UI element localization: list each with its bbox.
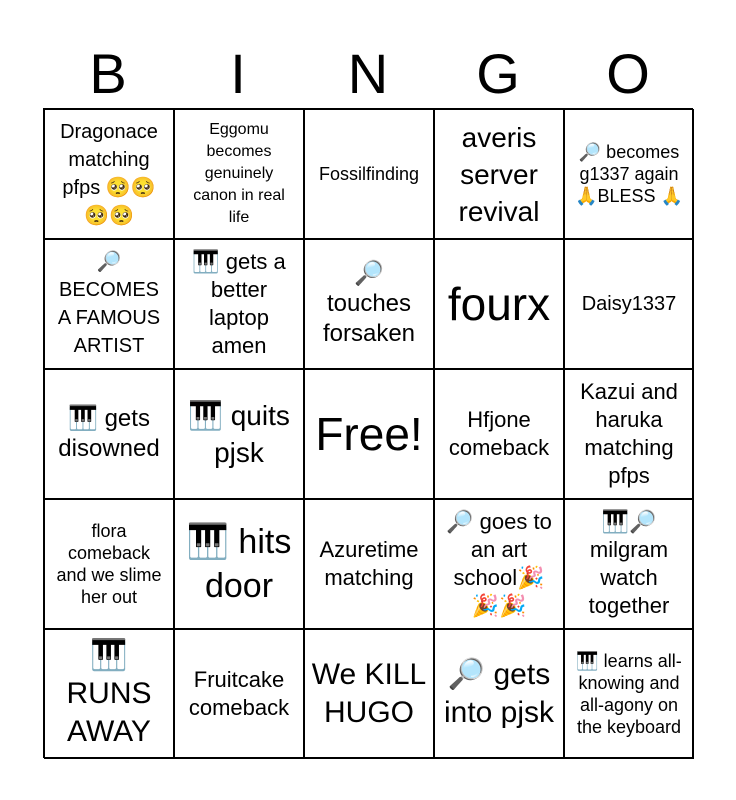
cell-text: 🔎 gets into pjsk xyxy=(443,658,555,729)
cell-text: 🔎 touches forsaken xyxy=(322,260,416,347)
bingo-cell[interactable] xyxy=(44,109,174,239)
bingo-cell[interactable] xyxy=(434,499,564,629)
bingo-cell[interactable] xyxy=(434,239,564,369)
cell-text: Kazui and haruka matching pfps xyxy=(580,379,678,488)
bingo-cell[interactable] xyxy=(434,109,564,239)
cell-text: 🔎 BECOMES A FAMOUS ARTIST xyxy=(57,251,161,357)
bingo-cell[interactable] xyxy=(304,629,434,759)
cell-text: Fruitcake comeback xyxy=(188,667,290,720)
bingo-cell[interactable] xyxy=(564,109,694,239)
cell-text: 🎹 gets a better laptop amen xyxy=(192,249,286,358)
bingo-cell[interactable] xyxy=(304,109,434,239)
bingo-cell[interactable] xyxy=(304,239,434,369)
cell-text: 🎹🔎 milgram watch together xyxy=(588,509,670,618)
cell-text: 🔎 goes to an art school🎉🎉🎉 xyxy=(446,509,552,618)
bingo-cell[interactable] xyxy=(44,239,174,369)
cell-text: Dragonace matching pfps 🥺🥺🥺🥺 xyxy=(60,121,158,227)
cell-text: Eggomu becomes genuinely canon in real life xyxy=(193,121,285,226)
cell-text: Hfjone comeback xyxy=(448,407,550,460)
bingo-cell[interactable] xyxy=(44,369,174,499)
bingo-board xyxy=(43,108,693,758)
cell-text: Fossilfinding xyxy=(318,164,420,184)
cell-text: 🎹 quits pjsk xyxy=(188,400,290,468)
bingo-cell[interactable] xyxy=(434,629,564,759)
bingo-cell[interactable] xyxy=(174,109,304,239)
cell-text: 🎹 hits door xyxy=(186,523,292,605)
bingo-cell[interactable] xyxy=(174,629,304,759)
bingo-cell[interactable] xyxy=(434,369,564,499)
cell-text: 🎹 RUNS AWAY xyxy=(66,639,152,748)
header-letter-n: N xyxy=(347,42,389,105)
cell-text: We KILL HUGO xyxy=(311,658,427,729)
bingo-header xyxy=(43,40,693,108)
bingo-cell[interactable] xyxy=(564,629,694,759)
cell-text: Daisy1337 xyxy=(581,293,677,315)
free-space-cell[interactable] xyxy=(304,369,434,499)
header-letter-i: I xyxy=(230,42,246,105)
bingo-cell[interactable] xyxy=(564,239,694,369)
bingo-cell[interactable] xyxy=(304,499,434,629)
header-letter-g: G xyxy=(476,42,520,105)
bingo-cell[interactable] xyxy=(44,499,174,629)
header-letter-o: O xyxy=(606,42,650,105)
header-letter-b: B xyxy=(89,42,127,105)
bingo-cell[interactable] xyxy=(174,499,304,629)
bingo-cell[interactable] xyxy=(44,629,174,759)
bingo-cell[interactable] xyxy=(174,369,304,499)
cell-text: flora comeback and we slime her out xyxy=(56,521,162,607)
cell-text: 🎹 learns all-knowing and all-agony on the keyboard xyxy=(576,651,682,737)
bingo-cell[interactable] xyxy=(174,239,304,369)
cell-text: 🔎 becomes g1337 again 🙏BLESS 🙏 xyxy=(575,142,683,206)
cell-text: averis server revival xyxy=(458,121,540,227)
bingo-cell[interactable] xyxy=(564,499,694,629)
cell-text: fourx xyxy=(447,278,551,330)
bingo-cell[interactable] xyxy=(564,369,694,499)
cell-text: Azuretime matching xyxy=(319,537,419,590)
cell-text: 🎹 gets disowned xyxy=(58,405,160,462)
cell-text: Free! xyxy=(315,408,423,460)
